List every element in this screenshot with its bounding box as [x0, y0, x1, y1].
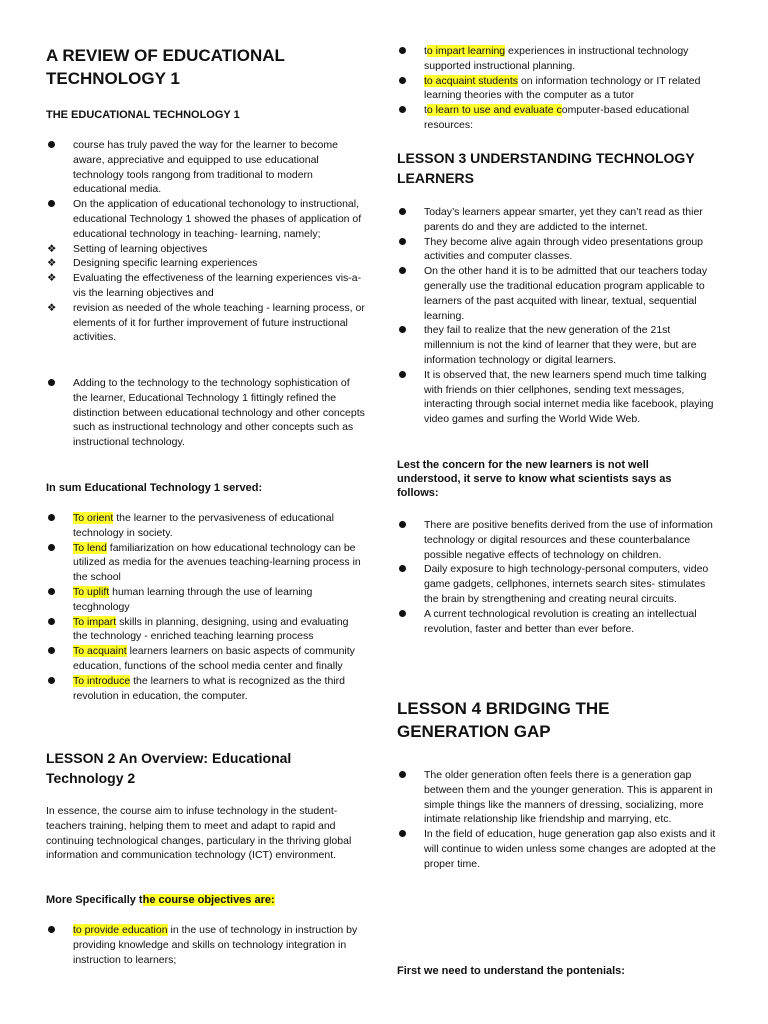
list-item: to learn to use and evaluate computer-based educational resources: [397, 103, 722, 133]
list-item: To lend familiarization on how educational technology can be utilized as media for the avenues teaching-learning process in the school [46, 541, 366, 585]
list-item: They become alive again through video presentations group activities and computer classes. [397, 235, 722, 265]
highlight: to acquaint students [424, 74, 518, 87]
lesson4-list [397, 768, 722, 872]
section-subtitle: THE EDUCATIONAL TECHNOLOGY 1 [46, 109, 240, 121]
bullet-icon [48, 618, 55, 625]
list-item: Adding to the technology to the technology sophistication of the learner, Educational Technology 1 fittingly refined the distinction between educational technology and other concepts such as instructional technology and other concepts such as instructional technology. [46, 376, 366, 450]
bullet-icon [48, 926, 55, 933]
highlight: o impart learning [426, 45, 506, 57]
adding-list [46, 376, 366, 450]
bullet-icon [48, 647, 55, 654]
list-item: It is observed that, the new learners spend much time talking with friends on thier cellphones, sending text messages, interacting through social internet media like facebook, playing video games and surfing the World Wide Web. [397, 368, 722, 427]
diamond-bullet-icon: ❖ [47, 301, 57, 314]
diamond-bullet-icon: ❖ [47, 242, 57, 255]
lesson2-paragraph: In essence, the course aim to infuse technology in the student- teachers training, helping them to meet and adapt to rapid and continuing technological changes, particulary in the thriving global information and communication technology (ICT) environment. [46, 805, 352, 862]
bullet-icon [399, 77, 406, 84]
bullet-icon [48, 588, 55, 595]
bullet-icon [48, 677, 55, 684]
bullet-icon [48, 514, 55, 521]
bullet-icon [399, 238, 406, 245]
lesson3-list [397, 205, 722, 427]
list-item: To introduce the learners to what is recognized as the third revolution in education, the computer. [46, 674, 366, 704]
lesson4-title: LESSON 4 BRIDGING THE GENERATION GAP [397, 699, 610, 741]
list-item: to provide education in the use of technology in instruction by providing knowledge and skills on technology integration in instruction to learners; [46, 923, 366, 967]
bullet-icon [399, 610, 406, 617]
bullet-icon [399, 106, 406, 113]
bullet-icon [399, 521, 406, 528]
list-item: To impart skills in planning, designing, using and evaluating the technology - enriched teaching learning process [46, 615, 366, 645]
objectives-list [46, 923, 366, 967]
bullet-icon [399, 371, 406, 378]
diamond-bullet-icon: ❖ [47, 257, 57, 270]
concern-heading: Lest the concern for the new learners is not well understood, it serve to know what scientists says as follows: [397, 459, 672, 499]
highlight: To uplift [73, 585, 110, 598]
bullet-icon [48, 544, 55, 551]
list-item: In the field of education, huge generation gap also exists and it will continue to widen unless some changes are adopted at the proper time. [397, 827, 722, 871]
bullet-icon [48, 379, 55, 386]
lesson3-title: LESSON 3 UNDERSTANDING TECHNOLOGY LEARNERS [397, 150, 695, 186]
bullet-icon [399, 267, 406, 274]
list-item: The older generation often feels there is a generation gap between them and the younger generation. This is apparent in simple things like the manners of dressing, socializing, more intimate relationship like friendship and marrying, etc. [397, 768, 722, 827]
list-item: to acquaint students on information technology or IT related learning theories with the computer as a tutor [397, 74, 722, 104]
highlight: To introduce [73, 674, 131, 687]
objectives-continued-list [397, 44, 722, 133]
science-list [397, 518, 722, 636]
diamond-bullet-icon: ❖ [47, 272, 57, 285]
list-item: There are positive benefits derived from the use of information technology or digital resources and these counterbalance possible negative effects of technology on children. [397, 518, 722, 562]
list-item: To uplift human learning through the use of learning tecghnology [46, 585, 366, 615]
list-item: On the application of educational techonology to instructional, educational Technology 1 showed the phases of application of educational technology in teaching- learning, namely; [46, 197, 366, 241]
list-item: To acquaint learners learners on basic aspects of community education, functions of the school media center and finally [46, 644, 366, 674]
list-item: ❖ revision as needed of the whole teaching - learning process, or elements of it for further improvement of future instructional activities. [47, 301, 365, 344]
highlight: To impart [73, 615, 117, 628]
highlight: to provide education [73, 924, 168, 936]
highlight: To acquaint [73, 645, 127, 658]
list-item: Daily exposure to high technology-personal computers, video game gadgets, cellphones, internets search sites- stimulates the brain by strengthening and creating neural circuits. [397, 562, 722, 606]
bullet-icon [399, 47, 406, 54]
intro-list [46, 138, 366, 345]
lesson2-title: LESSON 2 An Overview: Educational Technology 2 [46, 750, 292, 786]
list-item: course has truly paved the way for the learner to become aware, appreciative and equipped to use educational technology tools rangong from traditional to modern educational media. [46, 138, 366, 197]
served-list [46, 511, 366, 703]
list-item: Today’s learners appear smarter, yet they can’t read as thier parents do and they are addicted to the internet. [397, 205, 722, 235]
highlight: To lend [73, 541, 107, 554]
bullet-icon [399, 565, 406, 572]
list-item: ❖ Evaluating the effectiveness of the learning experiences vis-a-vis the learning objectives and [47, 272, 362, 299]
bullet-icon [399, 771, 406, 778]
objectives-heading: More Specifically the course objectives are: [46, 894, 275, 906]
list-item: ❖ Designing specific learning experiences [47, 257, 258, 270]
list-item: to impart learning experiences in instructional technology supported instructional planning. [397, 44, 722, 74]
bullet-icon [48, 200, 55, 207]
highlight: o learn to use and evaluate c [426, 104, 562, 117]
bullet-icon [48, 141, 55, 148]
served-heading: In sum Educational Technology 1 served: [46, 482, 263, 494]
highlight: he course objectives are: [142, 894, 275, 906]
list-item: On the other hand it is to be admitted that our teachers today generally use the traditional education program applicable to learners of the past acquited with linear, textual, sequential learning. [397, 264, 722, 323]
list-item: To orient the learner to the pervasiveness of educational technology in society. [46, 511, 366, 541]
list-item: ❖ Setting of learning objectives [47, 242, 208, 255]
bullet-icon [399, 326, 406, 333]
potentials-heading: First we need to understand the pontenials: [397, 965, 625, 977]
document-title: A REVIEW OF EDUCATIONAL TECHNOLOGY 1 [46, 46, 285, 88]
highlight: To orient [73, 512, 114, 524]
list-item: they fail to realize that the new generation of the 21st millennium is not the kind of learner that they were, but are information technology or digital learners. [397, 323, 722, 367]
list-item: A current technological revolution is creating an intellectual revolution, faster and better than ever before. [397, 607, 722, 637]
bullet-icon [399, 830, 406, 837]
bullet-icon [399, 208, 406, 215]
